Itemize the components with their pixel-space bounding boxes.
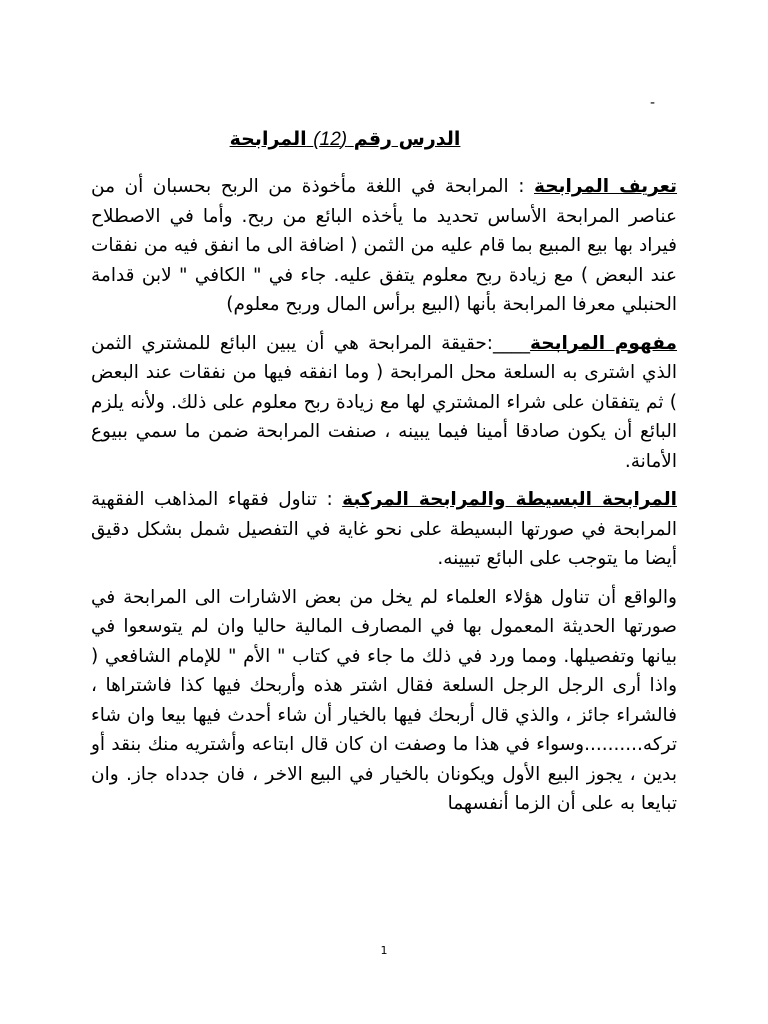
paragraph-text: والواقع أن تناول هؤلاء العلماء لم يخل من بعض الاشارات الى المرابحة في صورتها الحديثة المعمول بها في المصارف المالية حاليا وان لم يتوسعوا في بيانها وتفصيلها. ومما ورد في ذلك ما جاء في كتاب " الأم " للإمام الشافعي ( واذا أرى الرجل الرجل السلعة فقال اشتر هذه وأربحك فيها كذا فاشتراها ، فالشراء جائز ، والذي قال أربحك فيها بالخيار أن شاء أحدث فيها بيعا وان شاء تركه..........وسواء في هذا ما وصفت ان كان قال ابتاعه وأشتريه منك بنقد أو بدين ، يجوز البيع الأول ويكونان بالخيار في البيع الاخر ، فان جدداه جاز. وان تبايعا به على أن الزما أنفسهما <box>91 586 677 814</box>
stray-dash-mark: - <box>650 95 656 111</box>
page-number: 1 <box>380 944 388 957</box>
paragraph-concept <box>91 329 677 477</box>
title-prefix: الدرس رقم <box>353 128 461 150</box>
paragraph-text: المرابحة في اللغة مأخوذة من الربح بحسبان أن من عناصر المرابحة الأساس تحديد ما يأخذه البائع من ربح. وأما في الاصطلاح فيراد بها بيع المبيع بما قام عليه من الثمن ( اضافة الى ما انفق فيه من نفقات عند البعض ) مع زيادة ربح معلوم يتفق عليه. جاء في " الكافي " لابن قدامة الحنبلي معرفا المرابحة بأنها (البيع برأس المال وربح معلوم) <box>91 176 677 315</box>
heading-concept: مفهوم المرابحة <box>530 332 677 354</box>
document-body <box>91 172 677 828</box>
paragraph-definition <box>91 172 677 320</box>
heading-simple-compound: المرابحة البسيطة والمرابحة المركبة <box>342 489 677 510</box>
heading-separator: ____: <box>486 332 531 354</box>
paragraph-simple-compound <box>91 485 677 574</box>
heading-separator: : <box>316 489 343 510</box>
lesson-title <box>0 128 690 151</box>
title-suffix: المرابحة <box>229 128 307 150</box>
title-number: (12) <box>313 129 348 150</box>
heading-definition: تعريف المرابحة <box>534 176 678 197</box>
paragraph-text: تناول فقهاء المذاهب الفقهية المرابحة في صورتها البسيطة على نحو غاية في التفصيل شمل بشكل دقيق أيضا ما يتوجب على البائع تبيينه. <box>91 489 677 569</box>
heading-separator: : <box>508 176 534 197</box>
paragraph-reality <box>91 583 677 819</box>
paragraph-text: حقيقة المرابحة هي أن يبين البائع للمشتري الثمن الذي اشترى به السلعة محل المرابحة ( وما انفقه فيها من نفقات عند البعض ) ثم يتفقان على شراء المشتري لها مع زيادة ربح معلوم على ذلك. ولأنه يلزم البائع أن يكون صادقا أمينا فيما يبينه ، صنفت المرابحة ضمن ما سمي ببيوع الأمانة. <box>91 332 677 472</box>
